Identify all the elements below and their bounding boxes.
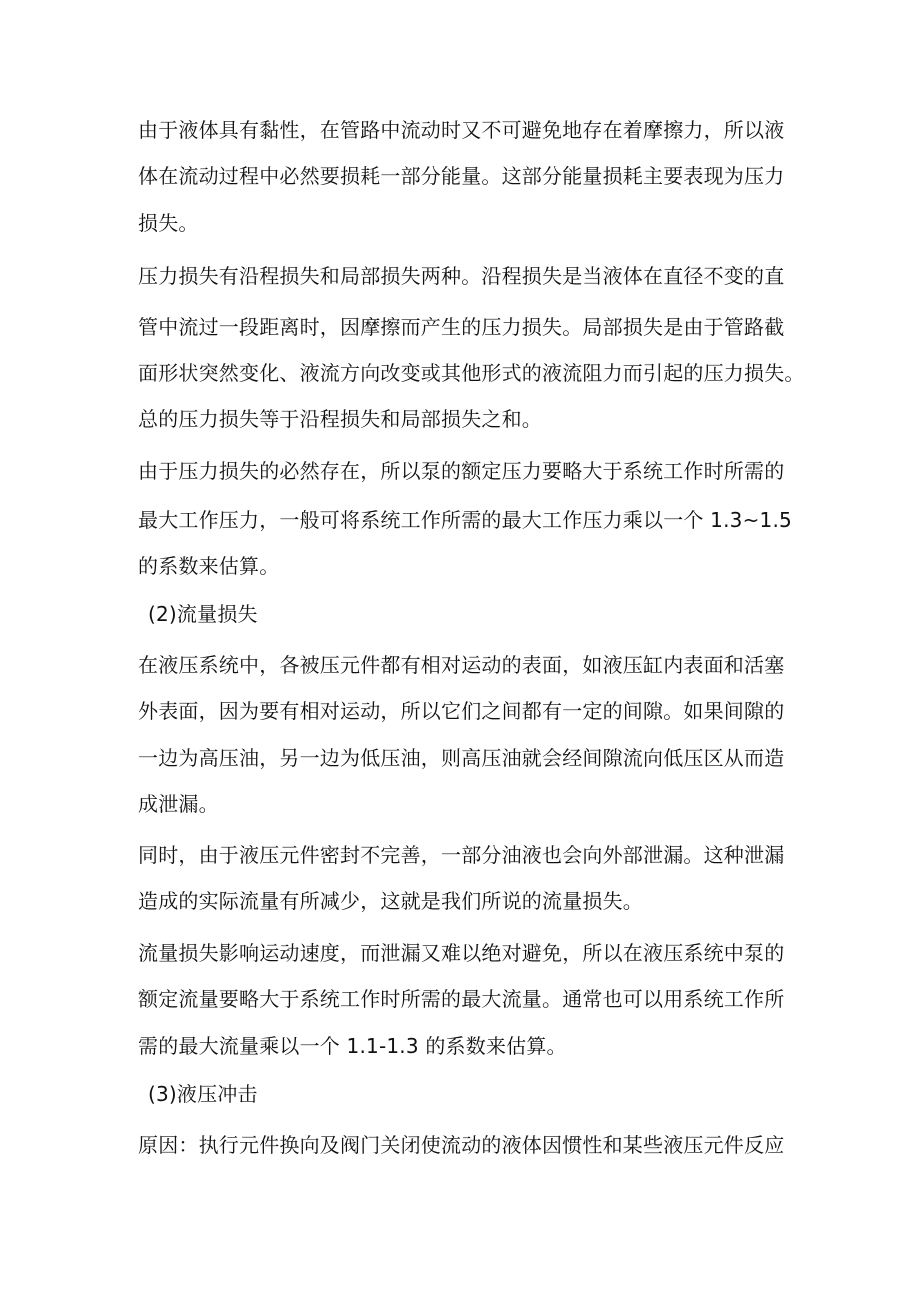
text-line: 流量损失影响运动速度，而泄漏又难以绝对避免，所以在液压系统中泵的 xyxy=(138,941,785,965)
text-line: 体在流动过程中必然要损耗一部分能量。这部分能量损耗主要表现为压力 xyxy=(138,164,785,188)
text-line: 造成的实际流量有所减少，这就是我们所说的流量损失。 xyxy=(138,889,643,913)
text-line: 的系数来估算。 xyxy=(138,554,280,578)
text-line: 在液压系统中，各被压元件都有相对运动的表面，如液压缸内表面和活塞 xyxy=(138,653,785,677)
text-line: 损失。 xyxy=(138,211,199,235)
section-heading: (3)液压冲击 xyxy=(148,1082,258,1106)
text-line: 压力损失有沿程损失和局部损失两种。沿程损失是当液体在直径不变的直 xyxy=(138,264,785,288)
text-line: 管中流过一段距离时，因摩擦而产生的压力损失。局部损失是由于管路截 xyxy=(138,315,785,339)
text-line: 最大工作压力，一般可将系统工作所需的最大工作压力乘以一个 1.3~1.5 xyxy=(138,508,792,532)
text-line: 需的最大流量乘以一个 1.1-1.3 的系数来估算。 xyxy=(138,1034,567,1058)
text-line: 总的压力损失等于沿程损失和局部损失之和。 xyxy=(138,407,542,431)
text-line: 额定流量要略大于系统工作时所需的最大流量。通常也可以用系统工作所 xyxy=(138,987,785,1011)
text-line: 由于液体具有黏性，在管路中流动时又不可避免地存在着摩擦力，所以液 xyxy=(138,118,785,142)
text-line: 一边为高压油，另一边为低压油，则高压油就会经间隙流向低压区从而造 xyxy=(138,746,785,770)
text-line: 同时，由于液压元件密封不完善，一部分油液也会向外部泄漏。这种泄漏 xyxy=(138,843,785,867)
text-line: 由于压力损失的必然存在，所以泵的额定压力要略大于系统工作时所需的 xyxy=(138,459,785,483)
text-line: 成泄漏。 xyxy=(138,792,219,816)
section-heading: (2)流量损失 xyxy=(148,602,258,626)
text-line: 外表面，因为要有相对运动，所以它们之间都有一定的间隙。如果间隙的 xyxy=(138,699,785,723)
text-line: 面形状突然变化、液流方向改变或其他形式的液流阻力而引起的压力损失。 xyxy=(138,361,805,385)
text-line: 原因：执行元件换向及阀门关闭使流动的液体因惯性和某些液压元件反应 xyxy=(138,1133,785,1157)
